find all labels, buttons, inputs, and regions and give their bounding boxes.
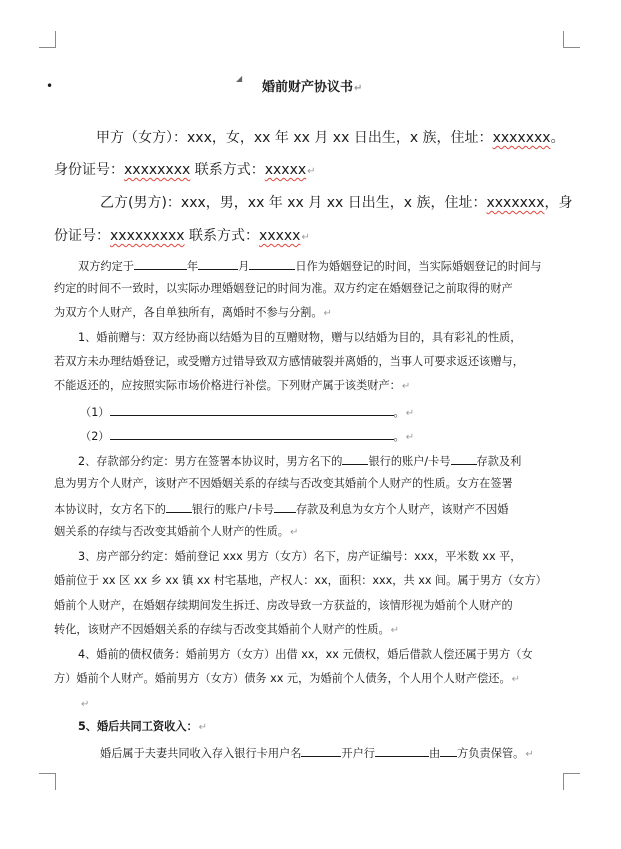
- month-blank[interactable]: [198, 257, 238, 270]
- sec2-line-4: 姻关系的存续与否改变其婚前个人财产的性质。↵: [54, 525, 299, 538]
- sec3-line-4: 转化，该财产不因婚姻关系的存续与否改变其婚前个人财产的性质。↵: [54, 623, 400, 636]
- empty-paragraph: ↵: [81, 699, 90, 710]
- bank-branch-blank[interactable]: [375, 744, 429, 757]
- party-b-line-2: 份证号：xxxxxxxxx 联系方式：xxxxx↵: [54, 228, 310, 244]
- husband-bank-blank[interactable]: [342, 452, 368, 465]
- intro-line-1: 双方约定于 年 月 日作为婚姻登记的时间，当实际婚姻登记的时间与: [78, 257, 542, 275]
- item-1-blank[interactable]: [110, 403, 394, 416]
- sec3-line-1: 3、房产部分约定：婚前登记 xxx 男方（女方）名下，房产证编号：xxx，平米数 xx 平，: [78, 550, 522, 563]
- sec1-line-2: 若双方未办理结婚登记，或受赠方过错导致双方感情破裂并离婚的，当事人可要求返还该赠与，: [54, 355, 524, 368]
- wife-card-blank[interactable]: [274, 500, 296, 513]
- custodian-blank[interactable]: [440, 744, 457, 757]
- item-2-blank[interactable]: [110, 427, 394, 440]
- crop-mark-top-right: [563, 31, 580, 48]
- sec5-heading: 5、婚后共同工资收入：↵: [78, 720, 208, 733]
- crop-mark-top-left: [39, 31, 56, 48]
- wife-bank-blank[interactable]: [166, 500, 192, 513]
- sec1-item-1: （1） 。↵: [80, 403, 414, 422]
- intro-line-3: 为双方个人财产，各自单独所有，离婚时不参与分割。↵: [54, 306, 332, 319]
- husband-card-blank[interactable]: [451, 452, 477, 465]
- sec2-line-3: 本协议时，女方名下的 银行的账户/卡号 存款及利息为女方个人财产，该财产不因婚: [54, 500, 509, 518]
- sec5-line-1: 婚后属于夫妻共同收入存入银行卡用户名 开户行 由 方负责保管。↵: [100, 744, 534, 763]
- party-a-line-1: 甲方（女方）：xxx，女，xx 年 xx 月 xx 日出生，x 族，住址：xxxxxxx。: [96, 130, 565, 146]
- sec1-line-3: 不能返还的，应按照实际市场价格进行补偿。下列财产属于该类财产：↵: [54, 379, 411, 392]
- year-blank[interactable]: [134, 257, 187, 270]
- paragraph-bullet: •: [46, 79, 54, 93]
- intro-line-2: 约定的时间不一致时，以实际办理婚姻登记的时间为准。双方约定在婚姻登记之前取得的财产: [54, 282, 513, 295]
- sec4-line-2: 方）婚前个人财产。婚前男方（女方）债务 xx 元，为婚前个人债务，个人用个人财产偿还。↵: [54, 672, 521, 685]
- crop-mark-bottom-left: [39, 773, 56, 790]
- sec1-line-1: 1、婚前赠与：双方经协商以结婚为目的互赠财物，赠与以结婚为目的，具有彩礼的性质，: [78, 331, 522, 344]
- party-b-line-1: 乙方(男方)：xxx，男，xx 年 xx 月 xx 日出生，x 族，住址：xxxxxxx，身: [100, 195, 573, 211]
- move-handle-icon[interactable]: ◢: [236, 74, 243, 83]
- sec2-line-2: 息为男方个人财产，该财产不因婚姻关系的存续与否改变其婚前个人财产的性质。女方在签署: [54, 477, 513, 490]
- account-name-blank[interactable]: [301, 744, 341, 757]
- day-blank[interactable]: [249, 257, 295, 270]
- crop-mark-bottom-right: [563, 773, 580, 790]
- sec4-line-1: 4、婚前的债权债务：婚前男方（女方）出借 xx，xx 元债权，婚后借款人偿还属于男方（女: [78, 648, 533, 661]
- sec2-line-1: 2、存款部分约定：男方在签署本协议时，男方名下的 银行的账户/卡号 存款及利: [78, 452, 521, 470]
- sec3-line-3: 婚前个人财产，在婚姻存续期间发生拆迁、房改导致一方获益的，该情形视为婚前个人财产的: [54, 599, 513, 612]
- party-a-line-2: 身份证号：xxxxxxxx 联系方式：xxxxx↵: [54, 162, 316, 178]
- document-title: 婚前财产协议书↵: [262, 80, 363, 95]
- sec3-line-2: 婚前位于 xx 区 xx 乡 xx 镇 xx 村宅基地，产权人：xx，面积：xxx，共 xx 间。属于男方（女方）: [54, 574, 547, 587]
- sec1-item-2: （2） 。↵: [80, 427, 414, 446]
